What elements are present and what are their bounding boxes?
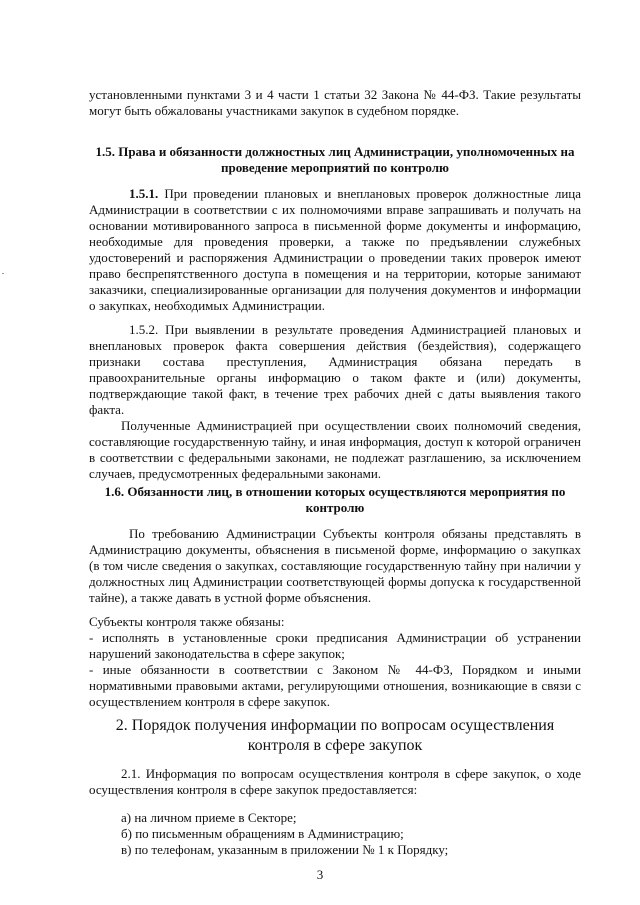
paragraph-line: внеплановых проверок факта совершения действия (бездействия), содержащего [89, 338, 581, 353]
list-item: б) по письменным обращениям в Администрацию; [121, 826, 404, 841]
margin-mark [2, 273, 4, 274]
paragraph-line: составляющие государственную тайну, и иная информация, доступ к которой ограничен [89, 434, 581, 449]
paragraph-line: факта. [89, 402, 125, 417]
section-2-heading: 2. Порядок получения информации по вопросам осуществления [115, 717, 555, 734]
section-1-6-heading: 1.6. Обязанности лиц, в отношении которых осуществляются мероприятия по [104, 484, 566, 499]
list-item: а) на личном приеме в Секторе; [121, 810, 297, 825]
paragraph-line: тайне), а также давать в устной форме объяснения. [89, 590, 372, 605]
list-item: осуществлением контроля в сфере закупок. [89, 694, 330, 709]
paragraph-line: право беспрепятственного доступа в помещения и на территории, которые занимают [89, 266, 581, 281]
paragraph-line: По требованию Администрации Субъекты контроля обязаны представлять в [129, 526, 581, 541]
intro-line: могут быть обжалованы участниками закупок в судебном порядке. [89, 103, 459, 118]
paragraph-line: Полученные Администрацией при осуществлении своих полномочий сведения, [121, 418, 581, 433]
paragraph-line: Субъекты контроля также обязаны: [89, 614, 285, 629]
paragraph-line: о закупках, необходимых Администрации. [89, 298, 325, 313]
clause-number: 1.5.1. [129, 186, 159, 201]
paragraph-line: (в том числе сведения о закупках, составляющие государственную тайну при наличии у [89, 558, 581, 573]
paragraph-line: правоохранительные органы информацию о таком факте и (или) документы, [89, 370, 581, 385]
paragraph-line: основании мотивированного запроса в письменной форме документы и информацию, [89, 218, 581, 233]
paragraph-line: Администрацию документы, объяснения в письменой форме, информацию о закупках [89, 542, 581, 557]
paragraph-line: Администрации в соответствии с их полномочиями вправе запрашивать и получать на [89, 202, 581, 217]
paragraph-line: необходимые для проведения проверки, а также по предъявлении служебных [89, 234, 581, 249]
paragraph-line: случаев, предусмотренных федеральными законами. [89, 466, 382, 481]
intro-line: установленными пунктами 3 и 4 части 1 статьи 32 Закона № 44-ФЗ. Такие результаты [89, 87, 581, 102]
section-1-6-heading: контролю [305, 500, 365, 515]
list-item: нарушений законодательства в сфере закупок; [89, 646, 345, 661]
list-item: нормативными правовыми актами, регулирующими отношения, возникающие в связи с [89, 678, 581, 693]
list-item: - исполнять в установленные сроки предписания Администрации об устранении [89, 630, 581, 645]
paragraph-line: удостоверений и распоряжения Администрации о проведении таких проверок имеют [89, 250, 581, 265]
page-number: 3 [316, 867, 324, 882]
paragraph-line: в соответствии с федеральными законами, не подлежат разглашению, за исключением [89, 450, 581, 465]
paragraph-line [129, 187, 581, 201]
list-item: в) по телефонам, указанным в приложении № 1 к Порядку; [121, 842, 449, 857]
paragraph-line: признаки состава преступления, Администрация обязана передать в [89, 354, 581, 369]
section-2-heading: контроля в сфере закупок [247, 737, 423, 754]
paragraph-line: должностных лиц Администрации соответствующей формы допуска к государственной [89, 574, 581, 589]
paragraph-line: 2.1. Информация по вопросам осуществления контроля в сфере закупок, о ходе [121, 766, 581, 781]
paragraph-line: подтверждающие такой факт, в течение трех рабочих дней с даты выявления такого [89, 386, 581, 401]
paragraph-line: осуществления контроля в сфере закупок предоставляется: [89, 782, 418, 797]
section-1-5-heading: 1.5. Права и обязанности должностных лиц Администрации, уполномоченных на [95, 144, 575, 159]
clause-text: При проведении плановых и внеплановых проверок должностные лица [164, 186, 581, 201]
paragraph-line: заказчики, специализированные организации для получения документов и информации [89, 282, 581, 297]
section-1-5-heading: проведение мероприятий по контролю [221, 160, 449, 175]
list-item: - иные обязанности в соответствии с Законом № 44-ФЗ, Порядком и иными [89, 662, 581, 677]
paragraph-line: 1.5.2. При выявлении в результате проведения Администрацией плановых и [129, 322, 581, 337]
